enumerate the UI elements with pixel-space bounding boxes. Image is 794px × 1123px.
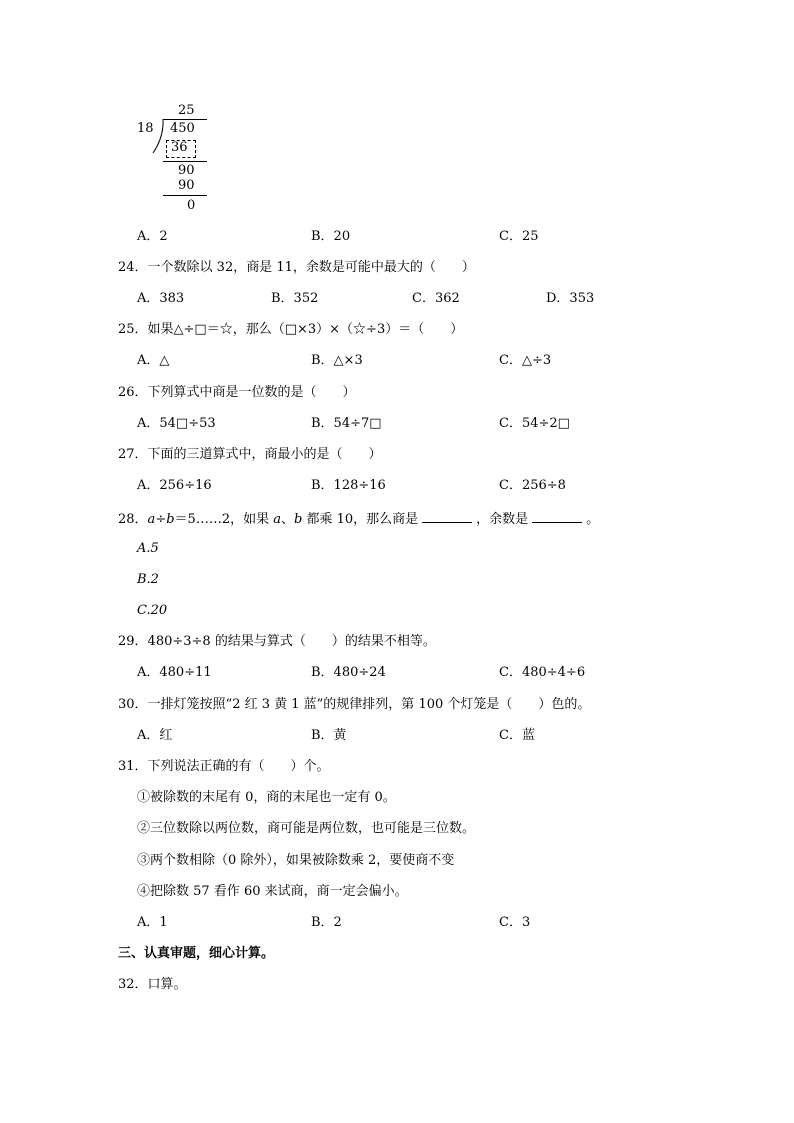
q24-option-b: B．352 (271, 291, 319, 306)
q28-var-a-2: a (273, 512, 281, 527)
division-step1: 36 (171, 140, 188, 155)
division-bracket (152, 119, 166, 155)
q24-option-c: C．362 (412, 291, 460, 306)
q28-text-1: ＝5……2，如果 (174, 512, 270, 527)
q23-option-a: A．2 (137, 229, 168, 244)
q28-answer-blank-1[interactable] (422, 510, 472, 523)
q26-option-c: C．54÷2□ (499, 416, 570, 431)
division-rule-1 (163, 161, 207, 162)
q25-option-a: A．△ (137, 353, 170, 368)
q28-stem (118, 510, 599, 528)
q31-option-b: B．2 (311, 915, 342, 930)
q30-stem: 30．一排灯笼按照“2 红 3 黄 1 蓝”的规律排列，第 100 个灯笼是（ ）色的。 (118, 697, 591, 712)
q28-text-2: 都乘 10，那么商是 (306, 512, 419, 527)
q28-option-b: B.2 (137, 572, 159, 587)
q31-stem: 31．下列说法正确的有（ ）个。 (118, 759, 330, 774)
division-step2: 90 (178, 163, 195, 178)
q25-stem: 25．如果△÷□＝☆，那么（□×3）×（☆÷3）＝（ ） (118, 322, 464, 337)
q30-option-c: C．蓝 (499, 728, 535, 743)
q28-var-a: a (147, 512, 156, 527)
q31-statement-3: ③两个数相除（0 除外），如果被除数乘 2，要使商不变 (137, 853, 455, 868)
q28-text-3: ，余数是 (476, 512, 529, 527)
q28-end: 。 (586, 512, 600, 527)
division-remainder: 0 (187, 198, 196, 213)
q29-option-b: B．480÷24 (311, 665, 386, 680)
q23-option-b: B．20 (311, 229, 351, 244)
q28-answer-blank-2[interactable] (532, 510, 582, 523)
q27-option-a: A．256÷16 (137, 478, 212, 493)
q25-option-c: C．△÷3 (499, 353, 552, 368)
q28-var-b-2: b (294, 512, 303, 527)
division-step3: 90 (178, 178, 195, 193)
division-dividend: 450 (170, 121, 195, 136)
q27-stem: 27．下面的三道算式中，商最小的是（ ） (118, 447, 382, 462)
q29-option-c: C．480÷4÷6 (499, 665, 586, 680)
q29-stem: 29．480÷3÷8 的结果与算式（ ）的结果不相等。 (118, 634, 436, 649)
q28-var-b: b (166, 512, 175, 527)
q25-option-b: B．△×3 (311, 353, 363, 368)
section-3-title: 三、认真审题，细心计算。 (118, 946, 275, 961)
q29-option-a: A．480÷11 (137, 665, 212, 680)
q32-stem: 32．口算。 (118, 977, 187, 992)
q31-statement-4: ④把除数 57 看作 60 来试商，商一定会偏小。 (137, 884, 408, 899)
division-bar (163, 119, 207, 120)
division-quotient: 25 (178, 103, 195, 118)
q31-statement-2: ②三位数除以两位数，商可能是两位数，也可能是三位数。 (137, 821, 476, 836)
q28-number: 28． (118, 512, 148, 527)
division-rule-2 (163, 195, 207, 196)
q28-sep: 、 (281, 512, 295, 527)
q24-option-a: A．383 (137, 291, 185, 306)
q31-option-c: C．3 (499, 915, 531, 930)
q31-option-a: A．1 (137, 915, 168, 930)
q28-div-sign: ÷ (155, 512, 167, 527)
q27-option-c: C．256÷8 (499, 478, 566, 493)
q26-option-b: B．54÷7□ (311, 416, 382, 431)
q31-statement-1: ①被除数的末尾有 0，商的末尾也一定有 0。 (137, 790, 396, 805)
division-divisor: 18 (137, 121, 154, 136)
q26-option-a: A．54□÷53 (137, 416, 216, 431)
q24-stem: 24．一个数除以 32，商是 11，余数是可能中最大的（ ） (118, 260, 475, 275)
q28-option-c: C.20 (137, 603, 168, 618)
q30-option-b: B．黄 (311, 728, 347, 743)
q30-option-a: A．红 (137, 728, 173, 743)
q23-option-c: C．25 (499, 229, 539, 244)
q26-stem: 26．下列算式中商是一位数的是（ ） (118, 385, 356, 400)
q27-option-b: B．128÷16 (311, 478, 386, 493)
q24-option-d: D．353 (546, 291, 595, 306)
q28-option-a: A.5 (137, 541, 159, 556)
